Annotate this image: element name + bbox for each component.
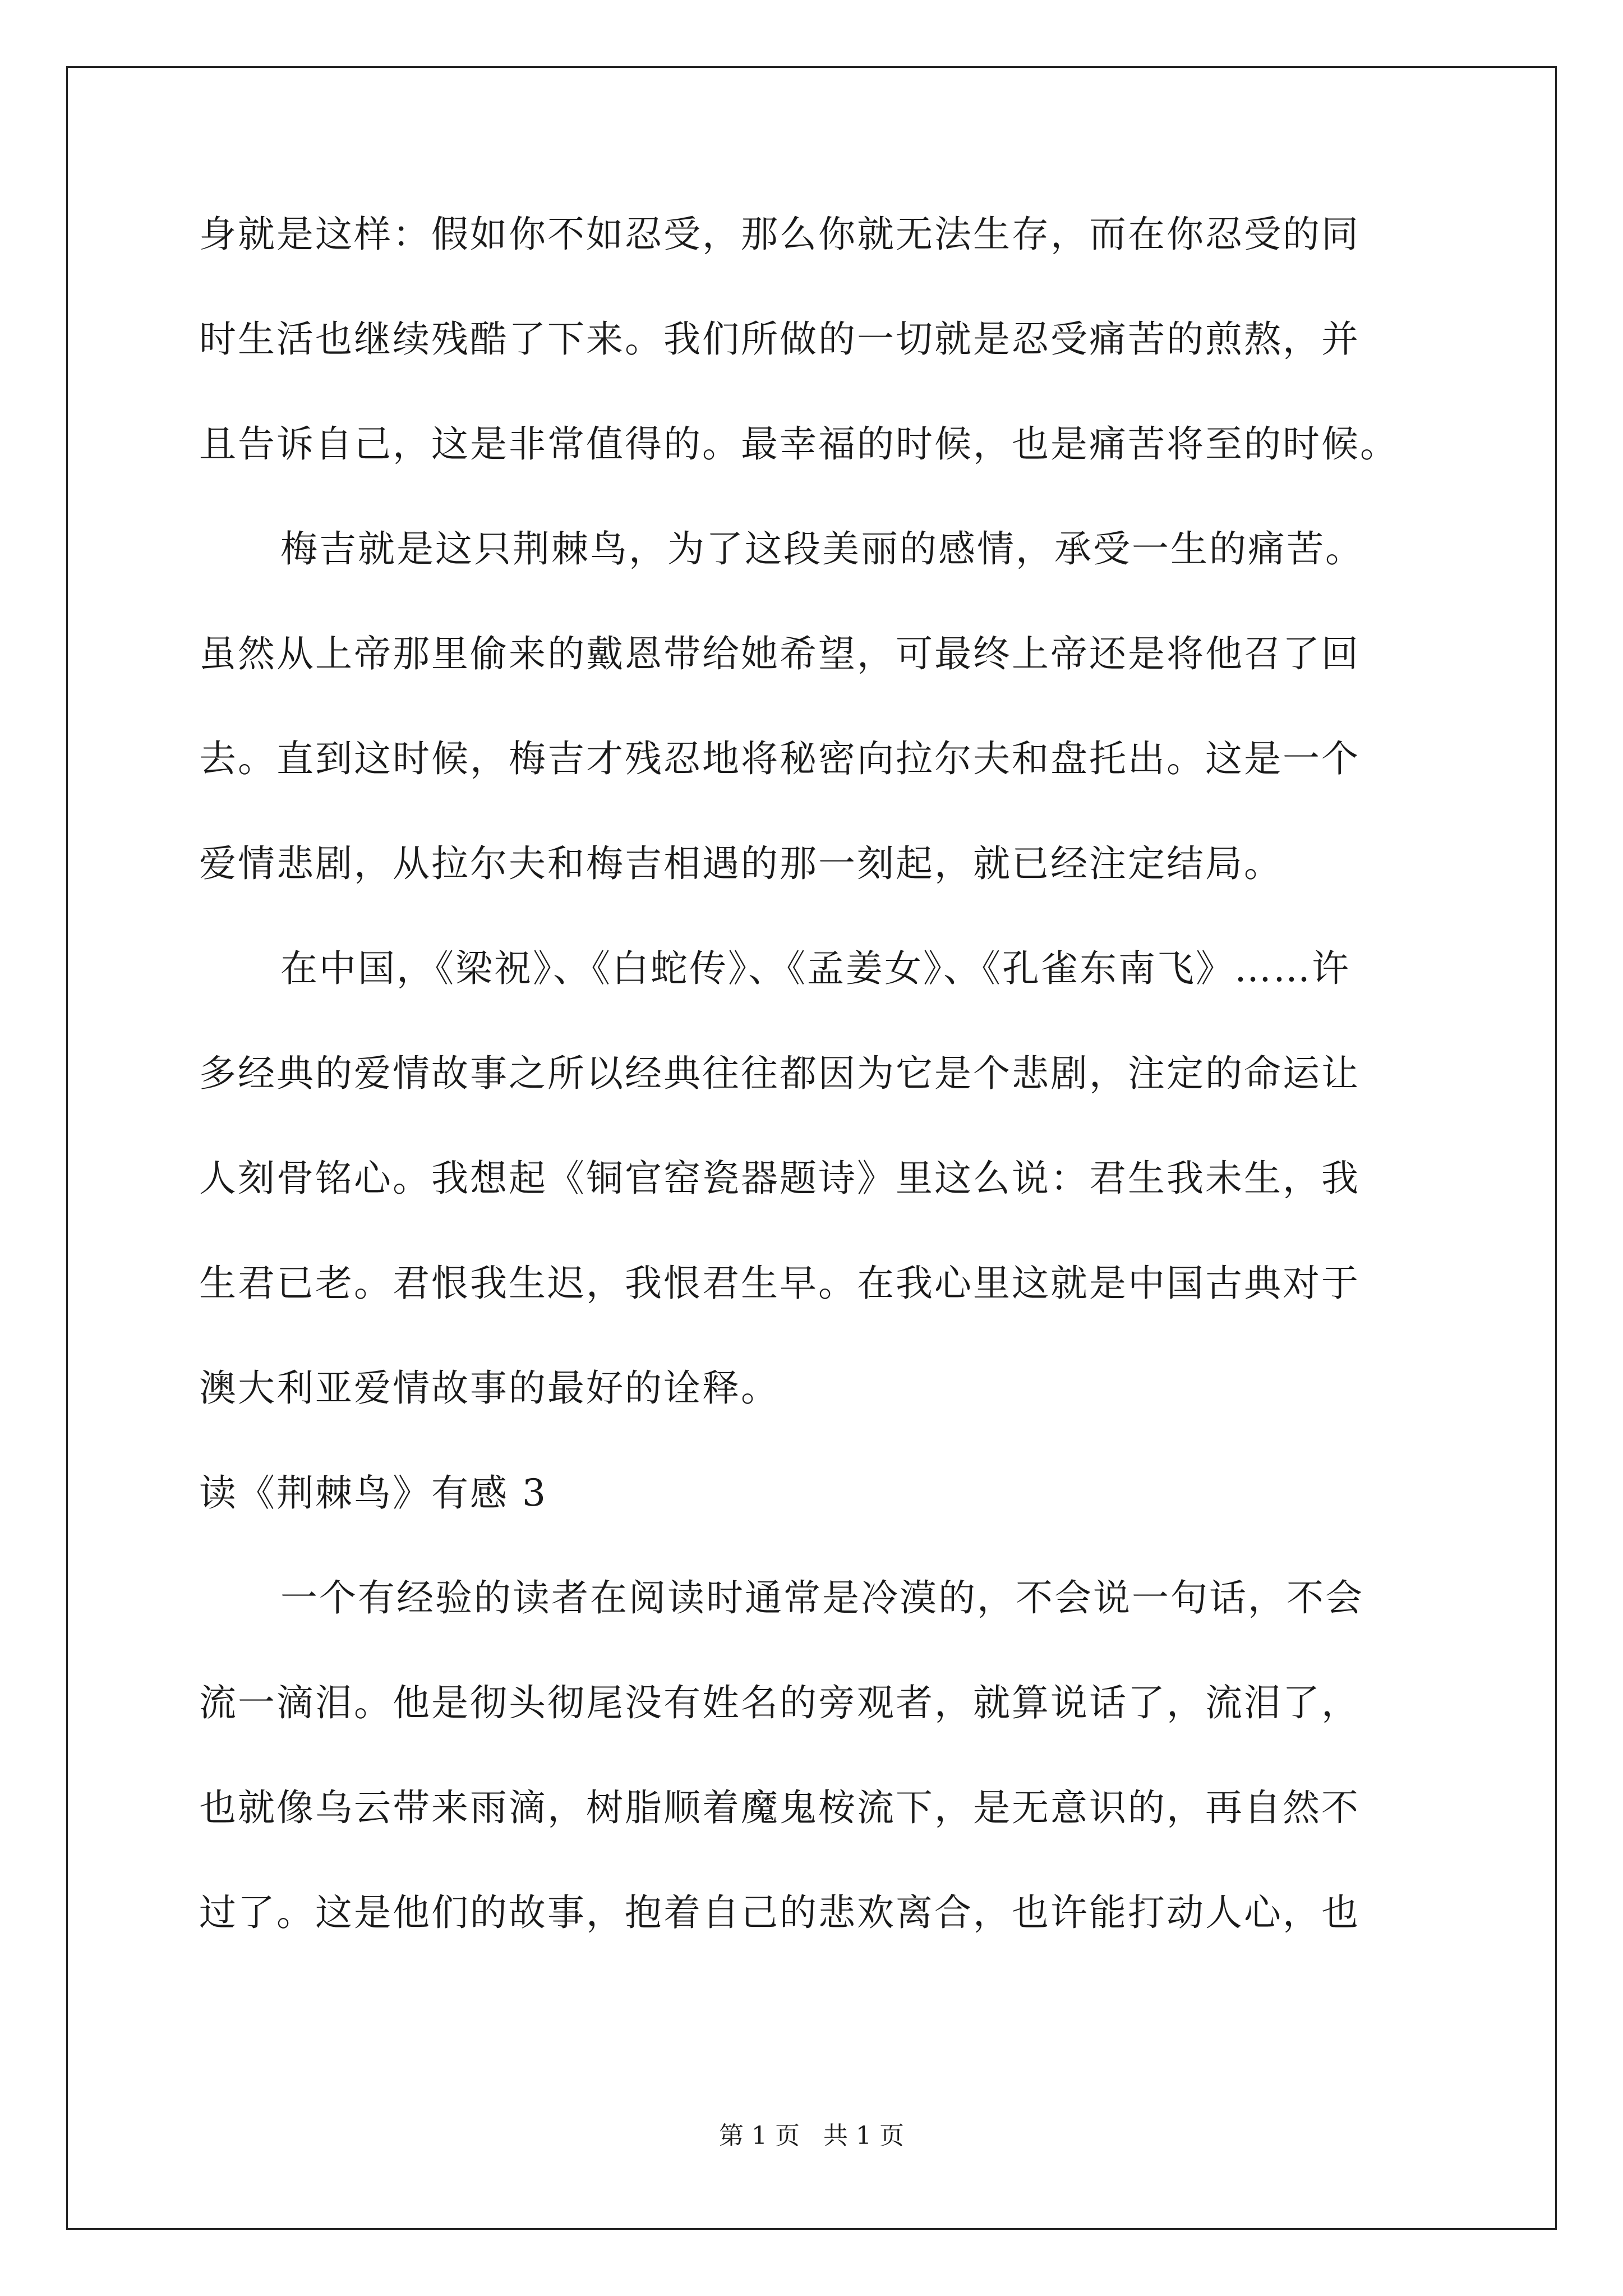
body-line: 生君已老。君恨我生迟，我恨君生早。在我心里这就是中国古典对于 <box>199 1262 1360 1305</box>
body-line: 也就像乌云带来雨滴，树脂顺着魔鬼桉流下，是无意识的，再自然不 <box>199 1786 1360 1829</box>
body-line: 爱情悲剧，从拉尔夫和梅吉相遇的那一刻起，就已经注定结局。 <box>199 842 1283 885</box>
body-line: 时生活也继续残酷了下来。我们所做的一切就是忍受痛苦的煎熬，并 <box>199 318 1360 361</box>
body-line: 去。直到这时候，梅吉才残忍地将秘密向拉尔夫和盘托出。这是一个 <box>199 737 1360 780</box>
page-footer <box>0 2119 1623 2153</box>
body-line: 澳大利亚爱情故事的最好的诠释。 <box>199 1366 780 1410</box>
body-line: 虽然从上帝那里偷来的戴恩带给她希望，可最终上帝还是将他召了回 <box>199 632 1360 675</box>
body-line: 身就是这样：假如你不如忍受，那么你就无法生存，而在你忍受的同 <box>199 213 1360 256</box>
section-heading: 读《荆棘鸟》有感 3 <box>199 1471 547 1515</box>
body-line: 过了。这是他们的故事，抱着自己的悲欢离合，也许能打动人心，也 <box>199 1891 1360 1934</box>
body-line: 人刻骨铭心。我想起《铜官窑瓷器题诗》里这么说：君生我未生，我 <box>199 1157 1360 1200</box>
body-line: 多经典的爱情故事之所以经典往往都因为它是个悲剧，注定的命运让 <box>199 1052 1360 1095</box>
paragraph-start-line: 一个有经验的读者在阅读时通常是冷漠的，不会说一句话，不会 <box>280 1576 1364 1619</box>
paragraph-start-line: 在中国，《梁祝》、《白蛇传》、《孟姜女》、《孔雀东南飞》……许 <box>280 947 1350 990</box>
body-line: 且告诉自己，这是非常值得的。最幸福的时候，也是痛苦将至的时候。 <box>199 422 1399 466</box>
paragraph-start-line: 梅吉就是这只荆棘鸟，为了这段美丽的感情，承受一生的痛苦。 <box>280 527 1364 570</box>
body-line: 流一滴泪。他是彻头彻尾没有姓名的旁观者，就算说话了，流泪了， <box>199 1681 1360 1724</box>
page-total: 共 1 页 <box>823 2122 904 2150</box>
page-number: 第 1 页 <box>719 2122 800 2150</box>
